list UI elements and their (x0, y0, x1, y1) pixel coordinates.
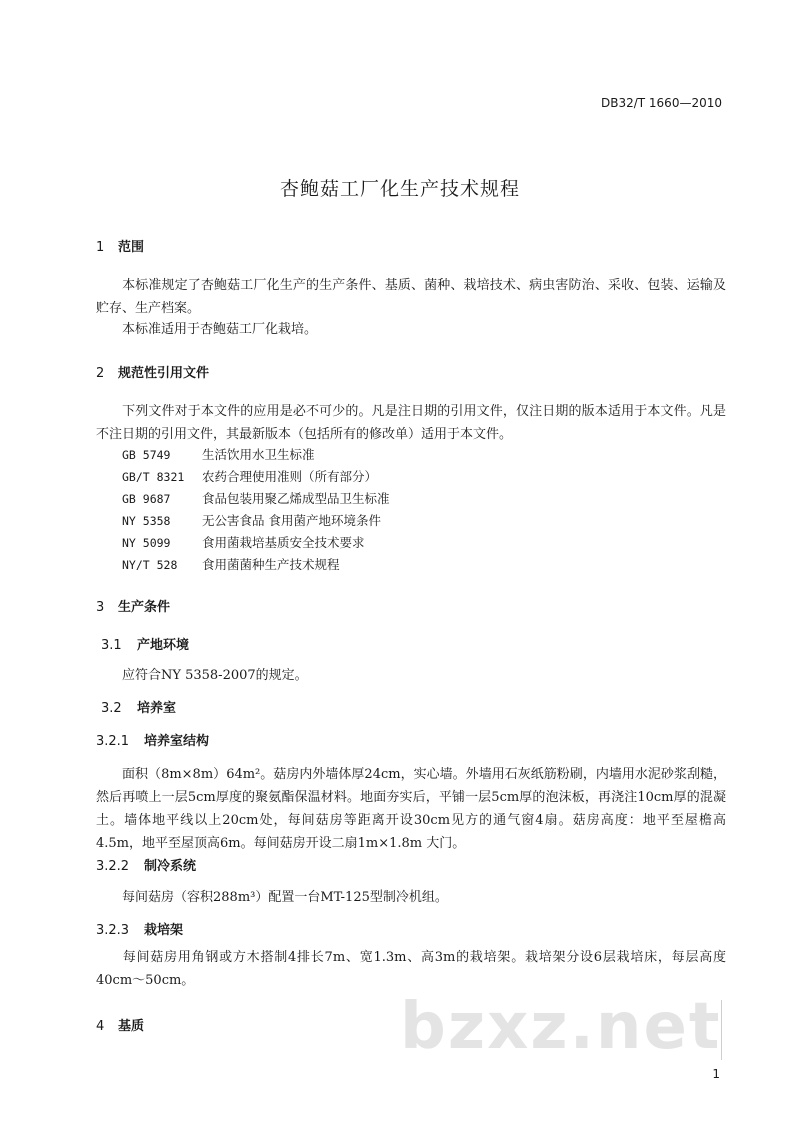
reference-code: GB 5749 (122, 448, 171, 462)
section-1-heading (96, 236, 144, 255)
section-3-heading (96, 596, 170, 615)
section-number: 3 (96, 600, 105, 615)
reference-code: NY/T 528 (122, 558, 178, 572)
section-title: 产地环境 (137, 638, 190, 653)
section-3-2-1-heading (96, 730, 209, 749)
section-number: 3.2.2 (96, 859, 130, 874)
reference-item (122, 445, 315, 466)
reference-item (122, 533, 365, 554)
reference-item (122, 511, 381, 532)
document-title: 杏鲍菇工厂化生产技术规程 (279, 178, 520, 200)
section-1-paragraph-2 (96, 318, 726, 341)
paragraph-text: 本标准适用于杏鲍菇工厂化栽培。 (122, 322, 318, 337)
section-title: 规范性引用文件 (118, 366, 210, 381)
reference-item (122, 555, 340, 576)
section-number: 3.2 (101, 701, 122, 716)
page-edge-line (721, 1000, 722, 1060)
paragraph-text: 下列文件对于本文件的应用是必不可少的。凡是注日期的引用文件，仅注日期的版本适用于本文件。凡是不注日期的引用文件，其最新版本（包括所有的修改单）适用于本文件。 (96, 404, 726, 442)
section-title: 栽培架 (144, 923, 184, 938)
reference-item (122, 467, 377, 488)
section-1-paragraph-1 (96, 274, 726, 320)
section-3-2-3-paragraph (96, 946, 726, 992)
section-title: 生产条件 (118, 600, 171, 615)
reference-item (122, 489, 390, 510)
reference-code: GB/T 8321 (122, 470, 185, 484)
section-3-1-heading (101, 634, 189, 653)
watermark: bzxz.net (400, 990, 722, 1064)
section-number: 3.2.3 (96, 923, 130, 938)
section-number: 3.1 (101, 638, 122, 653)
section-4-heading (96, 1015, 144, 1034)
reference-code: GB 9687 (122, 492, 171, 506)
reference-name: 农药合理使用准则（所有部分） (202, 469, 378, 484)
section-title: 培养室 (137, 701, 177, 716)
section-3-2-3-heading (96, 919, 183, 938)
reference-code: NY 5099 (122, 536, 171, 550)
paragraph-text: 应符合NY 5358-2007的规定。 (122, 668, 308, 683)
paragraph-text: 每间菇房用角钢或方木搭制4排长7m、宽1.3m、高3m的栽培架。栽培架分设6层栽培床，每层高度40cm～50cm。 (96, 950, 726, 988)
section-2-paragraph (96, 400, 726, 446)
section-number: 2 (96, 366, 105, 381)
section-2-heading (96, 362, 209, 381)
section-title: 基质 (118, 1019, 145, 1034)
section-3-2-2-paragraph (96, 886, 726, 909)
section-3-2-heading (101, 697, 176, 716)
reference-code: NY 5358 (122, 514, 171, 528)
section-number: 4 (96, 1019, 105, 1034)
section-number: 1 (96, 240, 105, 255)
section-title: 制冷系统 (144, 859, 197, 874)
section-number: 3.2.1 (96, 734, 130, 749)
section-title: 培养室结构 (144, 734, 210, 749)
reference-name: 食用菌栽培基质安全技术要求 (202, 535, 365, 550)
section-3-2-1-paragraph (96, 763, 726, 855)
reference-name: 食品包装用聚乙烯成型品卫生标准 (202, 491, 390, 506)
reference-name: 无公害食品 食用菌产地环境条件 (202, 513, 381, 528)
paragraph-text: 本标准规定了杏鲍菇工厂化生产的生产条件、基质、菌种、栽培技术、病虫害防治、采收、包装、运输及贮存、生产档案。 (96, 278, 726, 316)
section-title: 范围 (118, 240, 145, 255)
paragraph-text: 面积（8m×8m）64m²。菇房内外墙体厚24cm，实心墙。外墙用石灰纸筋粉刷，内墙用水泥砂浆刮糙，然后再喷上一层5cm厚度的聚氨酯保温材料。地面夯实后，平铺一层5cm厚的泡沫板，再浇注10cm厚的混凝土。墙体地平线以上20cm处，每间菇房等距离开设30cm见方的通气窗4扇。菇房高度：地平至屋檐高4.5m，地平至屋顶高6m。每间菇房开设二扇1m×1.8m 大门。 (96, 767, 726, 851)
page-number: 1 (712, 1067, 720, 1081)
standard-code: DB32/T 1660—2010 (600, 96, 722, 110)
paragraph-text: 每间菇房（容积288m³）配置一台MT-125型制冷机组。 (122, 890, 448, 905)
reference-name: 生活饮用水卫生标准 (202, 447, 315, 462)
section-3-1-paragraph (96, 664, 726, 687)
reference-name: 食用菌菌种生产技术规程 (202, 557, 340, 572)
section-3-2-2-heading (96, 855, 196, 874)
